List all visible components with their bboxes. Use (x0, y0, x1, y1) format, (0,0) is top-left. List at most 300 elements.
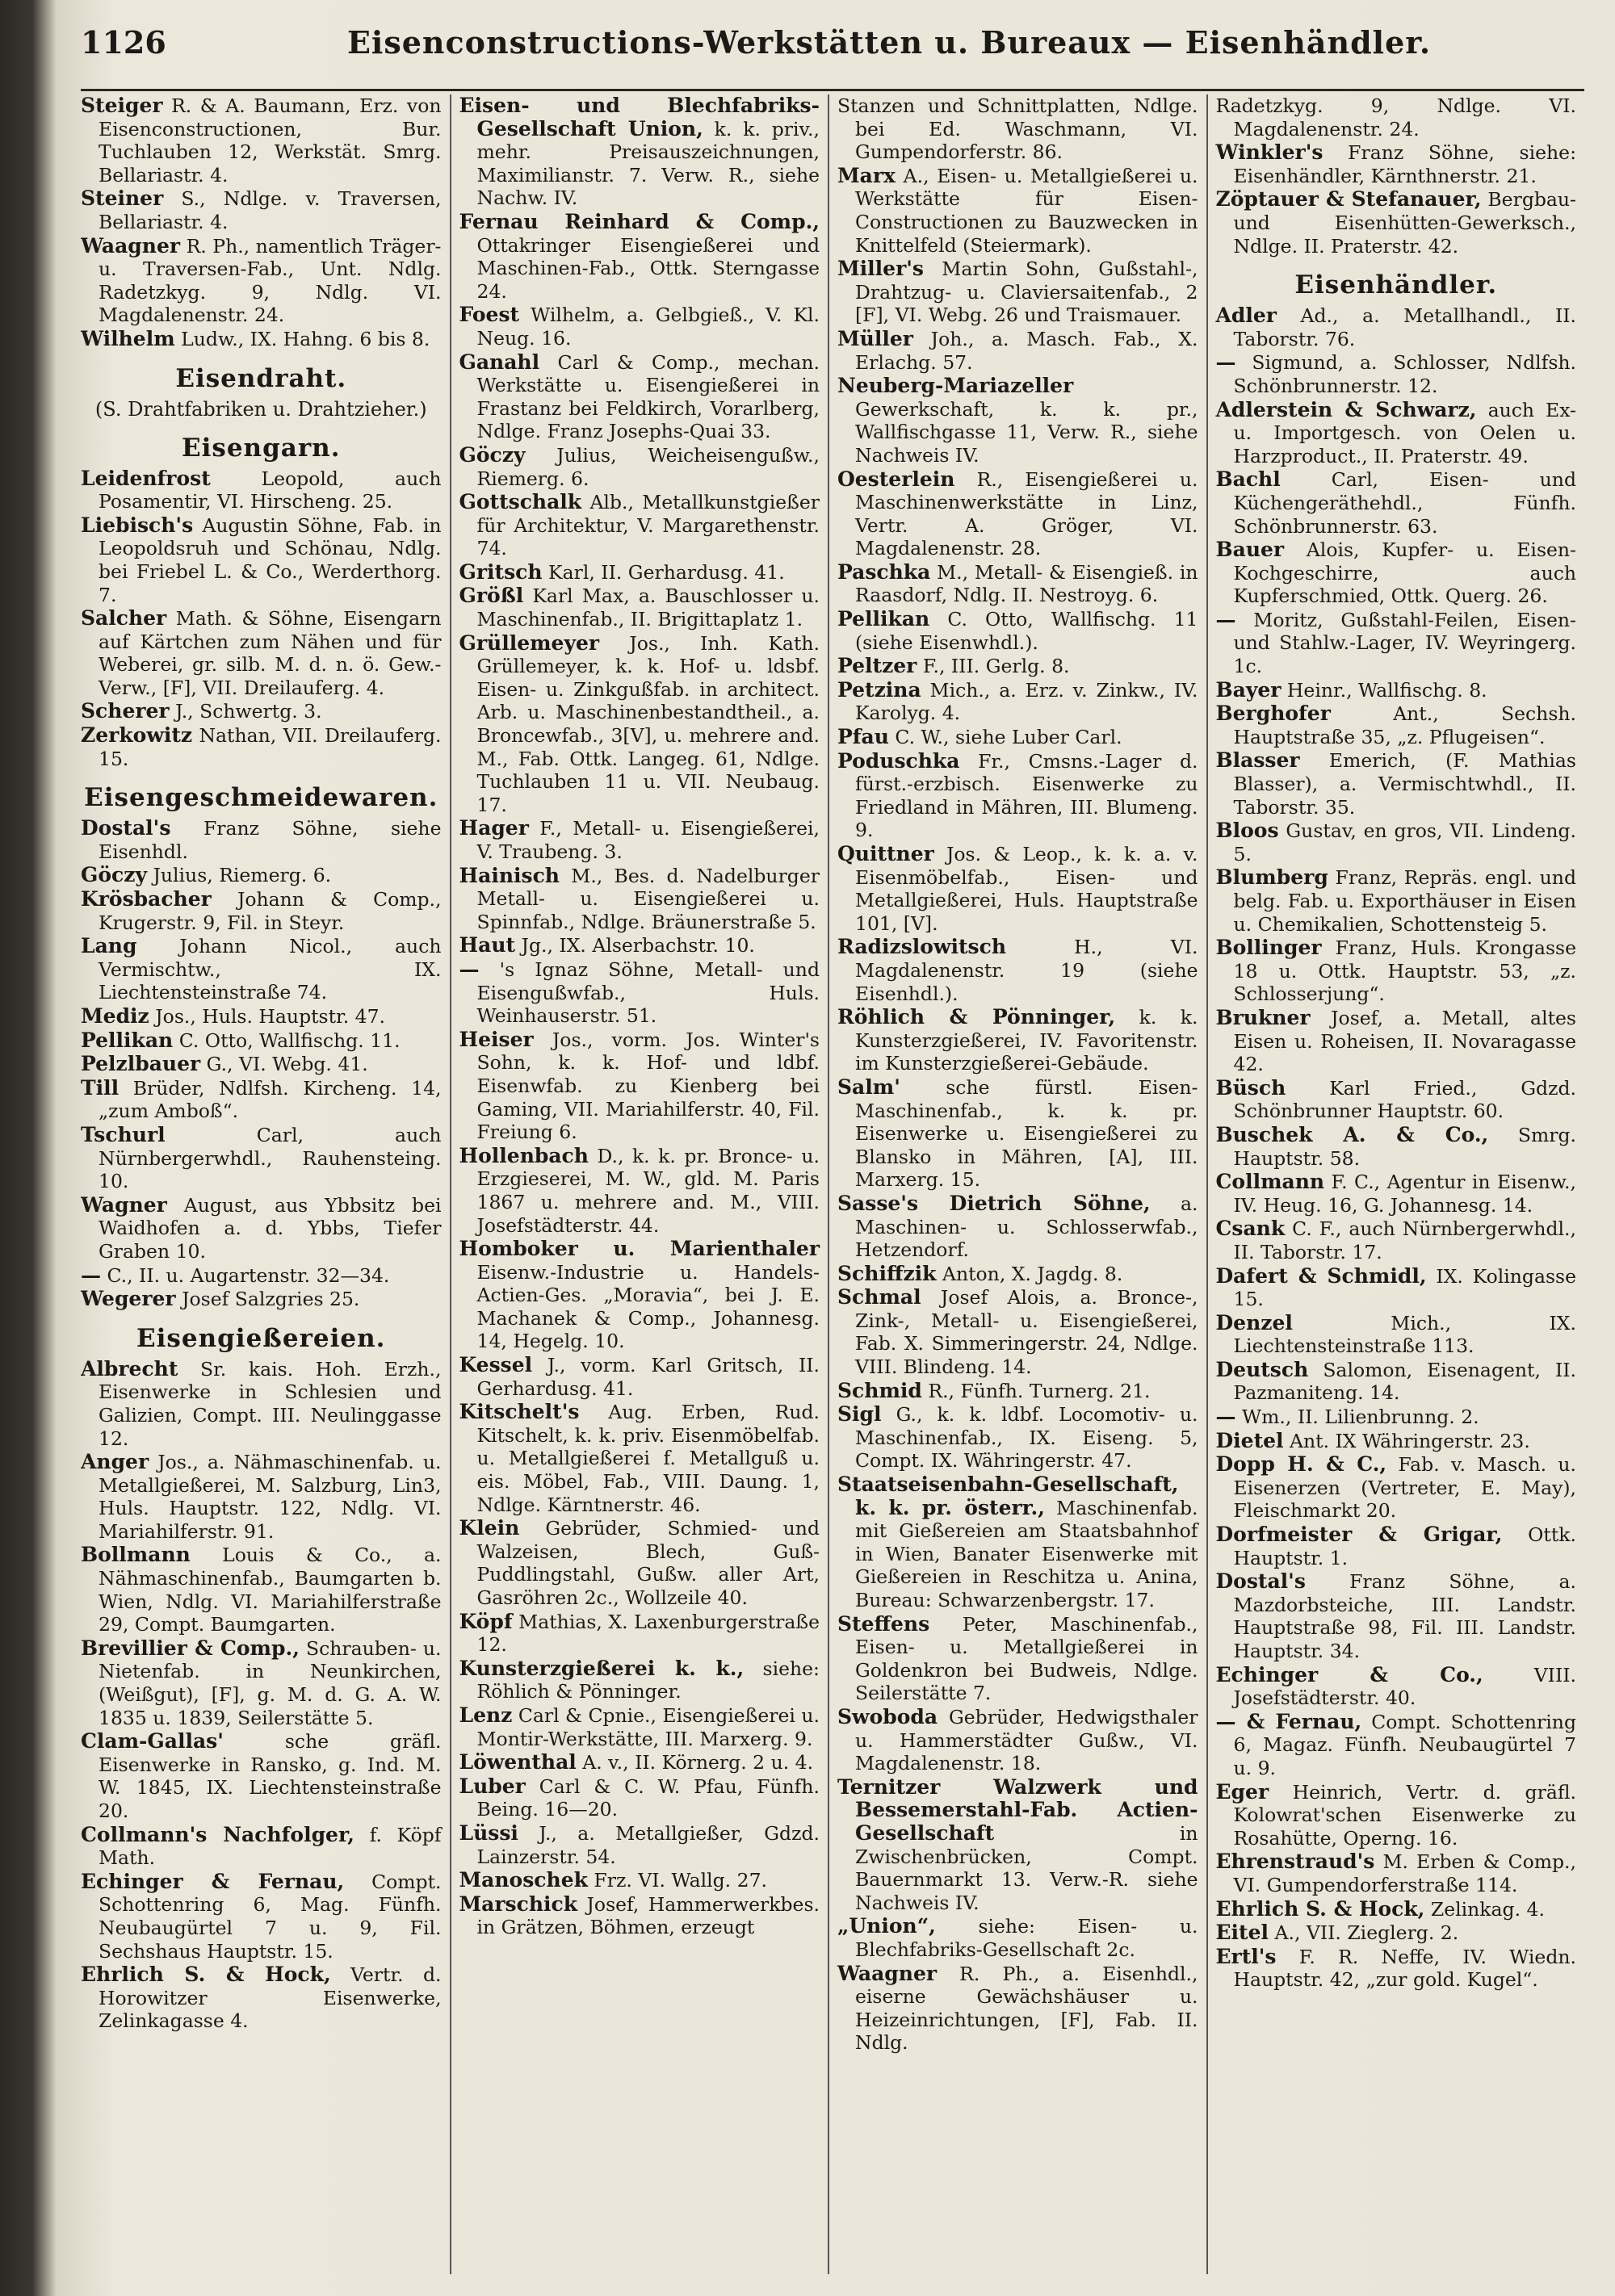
entry-name: Eger (1215, 1779, 1269, 1804)
directory-entry (1216, 304, 1577, 350)
entry-details: Jg., IX. Alserbachstr. 10. (521, 934, 755, 957)
directory-entry (1216, 538, 1577, 608)
directory-entry (81, 1358, 442, 1450)
section-heading: Eisengießereien. (136, 1323, 386, 1353)
entry-details: Carl & Comp., mechan. Werkstätte u. Eisengießerei in Frastanz bei Feldkirch, Vorarlberg, Ndlge. Franz Josephs-Quai 33. (476, 350, 820, 443)
entry-details: F., Metall- u. Eisengießerei, V. Traubeng. 3. (476, 817, 820, 863)
entry-details: Carl, Eisen- und Küchengeräthehdl., Fünfh. Schönbrunnerstr. 63. (1233, 468, 1576, 538)
directory-entry (459, 1775, 820, 1821)
entry-details: Maschinenfab. mit Gießereien am Staatsbahnhof in Wien, Banater Eisenwerke mit Gießereien in Reschitza u. Anina, Bureau: Schwarzenbergstr. 17. (855, 1496, 1198, 1611)
directory-entry (81, 607, 442, 699)
section-note: (S. Drahtfabriken u. Drahtzieher.) (94, 397, 427, 421)
entry-details: Peter, Maschinenfab., Eisen- u. Metallgießerei in Goldenkron bei Budweis, Ndlge. Seilerstätte 7. (855, 1612, 1198, 1705)
entry-name: Lüssi (459, 1820, 518, 1845)
entry-details: Alb., Metallkunstgießer für Architektur, V. Margarethenstr. 74. (476, 491, 820, 560)
entry-name: Hollenbach (459, 1143, 589, 1167)
directory-entry (81, 1053, 442, 1076)
entry-details: Smrg. Hauptstr. 58. (1233, 1123, 1576, 1170)
entry-name: Wagner (81, 1192, 167, 1217)
entry-name: Lang (81, 934, 137, 958)
entry-details: Heinr., Wallfischg. 8. (1286, 678, 1487, 702)
entry-details: Ludw., IX. Hahng. 6 bis 8. (181, 327, 430, 350)
entry-details: Fr., Cmsns.-Lager d. fürst.-erzbisch. Eisenwerke zu Friedland in Mähren, III. Blumeng. 9. (855, 749, 1198, 842)
entry-details: Salomon, Eisenagent, II. Pazmaniteng. 14. (1233, 1358, 1576, 1405)
entry-details: Julius, Weicheisengußw., Riemerg. 6. (476, 443, 820, 490)
directory-entry (837, 165, 1198, 257)
entry-name: „Union“, (837, 1914, 936, 1938)
directory-entry (459, 1145, 820, 1237)
entry-details: Louis & Co., a. Nähmaschinenfab., Baumgarten b. Wien, Ndlg. VI. Mariahilferstraße 29, Compt. Baumgarten. (99, 1544, 442, 1636)
entry-details: S., Ndlge. v. Traversen, Bellariastr. 4. (99, 187, 442, 233)
entry-name: Liebisch's (81, 513, 194, 537)
entry-name: Krösbacher (81, 887, 212, 911)
entry-details: Frz. VI. Wallg. 27. (594, 1869, 767, 1892)
entry-details: Karl Fried., Gdzd. Schönbrunner Hauptstr. 60. (1233, 1076, 1576, 1123)
entry-name: Dorfmeister & Grigar, (1215, 1523, 1503, 1547)
entry-details: Josef, Hammerwerkbes. in Grätzen, Böhmen, erzeugt (476, 1892, 820, 1939)
entry-name: Blasser (1215, 748, 1300, 773)
entry-name: — (81, 1263, 101, 1287)
entry-name: Haut (459, 933, 516, 957)
entry-name: — (459, 957, 480, 981)
entry-name: — (1215, 607, 1236, 631)
entry-details: Jos., vorm. Jos. Winter's Sohn, k. k. Hof- und ldbf. Eisenwfab. zu Kienberg bei Gaming, VII. Mariahilferstr. 40, Fil. Freiung 6. (476, 1028, 820, 1144)
entry-details: auch Ex- u. Importgesch. von Oelen u. Harzproduct., II. Praterstr. 49. (1233, 398, 1576, 467)
entry-details: Jos., a. Nähmaschinenfab. u. Metallgießerei, M. Salzburg, Lin3, Huls. Hauptstr. 122, Ndlg. VI. Mariahilferstr. 91. (99, 1451, 442, 1543)
entry-details: A., VII. Zieglerg. 2. (1274, 1921, 1459, 1945)
entry-details: k. k. priv., mehr. Preisauszeichnungen, Maximilianstr. 7. Verw. R., siehe Nachw. IV. (476, 117, 820, 210)
entry-details: VIII. Josefstädterstr. 40. (1233, 1663, 1576, 1710)
entry-details: Bergbau- und Eisenhütten-Gewerksch., Ndlge. II. Praterstr. 42. (1233, 188, 1576, 258)
directory-entry (81, 724, 442, 770)
directory-entry (459, 491, 820, 560)
directory-entry (1216, 94, 1577, 140)
entry-details: A., Eisen- u. Metallgießerei u. Werkstätte für Eisen-Constructionen zu Bauzwecken in Knittelfeld (Steiermark). (855, 164, 1198, 257)
entry-name: Wegerer (81, 1287, 176, 1311)
entry-details: H., VI. Magdalenenstr. 19 (siehe Eisenhdl.). (855, 936, 1198, 1005)
directory-entry (837, 1915, 1198, 1961)
directory-entry (837, 1963, 1198, 2055)
entry-details: Sigmund, a. Schlosser, Ndlfsh. Schönbrunnerstr. 12. (1233, 351, 1576, 397)
directory-entry (81, 1544, 442, 1636)
entry-details: Franz Söhne, siehe Eisenhdl. (99, 817, 442, 863)
entry-name: Neuberg-Mariazeller (837, 374, 1074, 398)
entry-details: Jos., Inh. Kath. Grüllemeyer, k. k. Hof- u. ldsbf. Eisen- u. Zinkgußfab. in architect. Arb. u. Maschinenbestandtheil., a. Broncewfab., 3[V], u. mehrere and. M., Fab. Ottk. Langeg. 61, Ndlge. Tuchlauben 11 u. VII. Neubaug. 17. (476, 631, 820, 816)
directory-entry (81, 328, 442, 351)
directory-entry (459, 1401, 820, 1516)
entry-details: Compt. Schottenring 6, Magaz. Fünfh. Neubaugürtel 7 u. 9. (1233, 1710, 1576, 1779)
entry-details: Zelinkag. 4. (1430, 1897, 1545, 1921)
entry-name: Göczy (459, 442, 526, 467)
entry-name: Tschurl (81, 1122, 166, 1146)
entry-name: Homboker u. Marienthaler (459, 1237, 820, 1261)
directory-entry (81, 1871, 442, 1963)
entry-details: C. F., auch Nürnbergerwhdl., II. Taborstr. 17. (1233, 1217, 1576, 1263)
directory-entry (459, 1822, 820, 1868)
directory-entry (81, 935, 442, 1004)
entry-name: Kessel (459, 1353, 533, 1377)
entry-details: R., Eisengießerei u. Maschinenwerkstätte in Linz, Vertr. A. Gröger, VI. Magdalenenstr. 28. (855, 467, 1198, 560)
entry-name: Schmal (837, 1285, 921, 1309)
entry-name: Deutsch (1215, 1357, 1309, 1381)
directory-entry (81, 1194, 442, 1263)
entry-name: Collmann's Nachfolger, (81, 1822, 355, 1846)
directory-entry (459, 958, 820, 1028)
entry-name: Sasse's Dietrich Söhne, (837, 1191, 1151, 1215)
directory-entry (81, 94, 442, 186)
directory-entry (1216, 1711, 1577, 1780)
directory-entry (1216, 609, 1577, 678)
directory-entry (837, 655, 1198, 678)
entry-details: Wilhelm, a. Gelbgieß., V. Kl. Neug. 16. (476, 304, 820, 350)
entry-name: Bayer (1215, 677, 1282, 702)
entry-name: Denzel (1215, 1310, 1293, 1334)
directory-entry (81, 1029, 442, 1053)
directory-entry (81, 1264, 442, 1288)
entry-name: Steiger (81, 94, 163, 117)
directory-entry (1216, 1946, 1577, 1992)
directory-entry (81, 514, 442, 606)
entry-details: f. Köpf Math. (99, 1823, 442, 1870)
directory-entry (81, 467, 442, 513)
directory-entry (1216, 1217, 1577, 1263)
entry-name: Pelzlbauer (81, 1052, 201, 1076)
entry-name: Winkler's (1215, 140, 1323, 165)
entry-details: Leopold, auch Posamentir, VI. Hirscheng. 25. (99, 467, 442, 513)
entry-name: Kunsterzgießerei k. k., (459, 1656, 745, 1680)
directory-entry (1216, 399, 1577, 468)
entry-details: J., vorm. Karl Gritsch, II. Gerhardusg. 41. (476, 1354, 820, 1400)
entry-details: C., II. u. Augartenstr. 32—34. (107, 1263, 390, 1287)
entry-details: Alois, Kupfer- u. Eisen-Kochgeschirre, auch Kupferschmied, Ottk. Querg. 26. (1233, 538, 1576, 608)
page-header (81, 24, 1584, 91)
directory-entry (1216, 1453, 1577, 1523)
entry-name: Röhlich & Pönninger, (837, 1005, 1116, 1029)
entry-details: Stanzen und Schnittplatten, Ndlge. bei Ed. Waschmann, VI. Gumpendorferstr. 86. (837, 94, 1198, 164)
entry-details: Heinrich, Vertr. d. gräfl. Kolowrat'schen Eisenwerke zu Rosahütte, Operng. 16. (1233, 1780, 1576, 1850)
directory-entry (1216, 1430, 1577, 1453)
directory-entry (81, 700, 442, 723)
entry-name: Brukner (1215, 1005, 1311, 1029)
directory-entry (1216, 1124, 1577, 1170)
entry-name: — & Fernau, (1215, 1709, 1362, 1733)
entry-details: Ottk. Hauptstr. 1. (1233, 1523, 1576, 1569)
entry-details: M., Metall- & Eisengieß. in Raasdorf, Ndlg. II. Nestroyg. 6. (855, 560, 1198, 607)
directory-entry (1216, 1570, 1577, 1662)
directory-entry (81, 1730, 442, 1822)
entry-details: Joh., a. Masch. Fab., X. Erlachg. 57. (855, 327, 1198, 374)
entry-details: Ant. IX Währingerstr. 23. (1290, 1429, 1530, 1452)
entry-name: Heiser (459, 1027, 534, 1051)
entry-details: sche fürstl. Eisen-Maschinenfab., k. k. pr. Eisenwerke u. Eisengießerei zu Blansko in Mähren, [A], III. Marxerg. 15. (855, 1075, 1198, 1192)
entry-details: G., k. k. ldbf. Locomotiv- u. Maschinenfab., IX. Eiseng. 5, Compt. IX. Währingerstr. 47. (855, 1403, 1198, 1473)
directory-entry (837, 1776, 1198, 1915)
entry-name: Klein (459, 1516, 520, 1540)
directory-entry (837, 1706, 1198, 1775)
entry-name: — (1215, 350, 1236, 375)
directory-entry (81, 1963, 442, 2033)
entry-name: Löwenthal (459, 1750, 577, 1774)
entry-details: Mich., a. Erz. v. Zinkw., IV. Karolyg. 4. (855, 678, 1198, 725)
directory-entry (837, 561, 1198, 607)
entry-details: Wm., II. Lilienbrunng. 2. (1241, 1406, 1479, 1429)
directory-entry (459, 561, 820, 584)
directory-entry (837, 608, 1198, 654)
entry-name: Fernau Reinhard & Comp., (459, 209, 820, 233)
directory-entry (1216, 1523, 1577, 1569)
entry-name: Ternitzer Walzwerk und Bessemerstahl-Fab. Actien-Gesellschaft (837, 1774, 1198, 1845)
entry-details: C. Otto, Wallfischg. 11 (siehe Eisenwhdl.). (855, 608, 1198, 654)
entry-details: Ottakringer Eisengießerei und Maschinen-Fab., Ottk. Sterngasse 24. (476, 233, 820, 303)
directory-entry (1216, 141, 1577, 187)
entry-details: IX. Kolingasse 15. (1233, 1264, 1576, 1311)
entry-details: Schrauben- u. Nietenfab. in Neunkirchen, (Weißgut), [F], g. M. d. G. A. W. 1835 u. 1839, Seilerstätte 5. (99, 1636, 442, 1729)
section-heading: Eisengeschmeidewaren. (84, 783, 438, 813)
directory-entry (837, 1263, 1198, 1286)
entry-name: Scherer (81, 699, 170, 723)
directory-entry (837, 1286, 1198, 1378)
directory-entry (1216, 351, 1577, 397)
entry-name: Anger (81, 1450, 149, 1474)
entry-name: Salm' (837, 1075, 900, 1099)
entry-details: Martin Sohn, Gußstahl-, Drahtzug- u. Claviersaitenfab., 2 [F], VI. Webg. 26 und Traismauer. (855, 258, 1198, 327)
entry-name: Steffens (837, 1611, 930, 1636)
entry-details: Johann & Comp., Krugerstr. 9, Fil. in Steyr. (99, 888, 442, 934)
entry-details: F. R. Neffe, IV. Wiedn. Hauptstr. 42, „zur gold. Kugel“. (1233, 1945, 1576, 1992)
directory-entry (837, 726, 1198, 749)
entry-details: C. Otto, Wallfischg. 11. (178, 1029, 401, 1052)
entry-name: Eisen- und Blechfabriks-Gesellschaft Union, (459, 94, 820, 140)
entry-name: Zerkowitz (81, 723, 193, 748)
entry-name: Gritsch (459, 559, 543, 584)
column-1 (81, 94, 450, 2274)
directory-entry (459, 211, 820, 303)
entry-name: Poduschka (837, 748, 960, 773)
directory-entry (837, 936, 1198, 1005)
directory-entry (837, 843, 1198, 935)
column-2 (450, 94, 828, 2274)
directory-entry (1216, 1312, 1577, 1358)
directory-entry (459, 584, 820, 631)
entry-details: Franz Söhne, siehe: Eisenhändler, Kärnthnerstr. 21. (1233, 141, 1576, 187)
entry-name: Dopp H. & C., (1215, 1452, 1387, 1477)
entry-name: Ehrenstraud's (1215, 1850, 1375, 1874)
entry-name: Albrecht (81, 1356, 178, 1381)
directory-entry (459, 934, 820, 957)
entry-details: M., Bes. d. Nadelburger Metall- u. Eisengießerei u. Spinnfab., Ndlge. Bräunerstraße 5. (476, 864, 820, 933)
entry-details: Sr. kais. Hoh. Erzh., Eisenwerke in Schlesien und Galizien, Compt. III. Neulinggasse 12. (99, 1357, 442, 1450)
entry-name: Ertl's (1215, 1944, 1277, 1968)
entry-name: Sigl (837, 1402, 882, 1427)
entry-name: Collmann (1215, 1170, 1325, 1194)
directory-entry (459, 817, 820, 863)
directory-entry (837, 1006, 1198, 1075)
entry-details: Math. & Söhne, Eisengarn auf Kärtchen zum Nähen und für Weberei, gr. silb. M. d. n. ö. Gew.-Verw., [F], VII. Dreilauferg. 4. (99, 607, 442, 699)
directory-entry (1216, 1007, 1577, 1076)
entry-details: Augustin Söhne, Fab. in Leopoldsruh und Schönau, Ndlg. bei Friebel L. & Co., Werderthorg. 7. (99, 513, 442, 606)
directory-entry (459, 444, 820, 490)
entry-details: Anton, X. Jagdg. 8. (942, 1262, 1123, 1285)
entry-details: k. k. Kunsterzgießerei, IV. Favoritenstr. im Kunsterzgießerei-Gebäude. (855, 1006, 1198, 1075)
entry-details: Josef Salzgries 25. (182, 1288, 360, 1311)
entry-name: Miller's (837, 257, 924, 281)
directory-entry (81, 1124, 442, 1193)
entry-name: Oesterlein (837, 467, 955, 491)
column-3 (828, 94, 1206, 2274)
entry-name: Csank (1215, 1217, 1286, 1241)
entry-details: 's Ignaz Söhne, Metall- und Eisengußwfab., Huls. Weinhauserstr. 51. (476, 957, 820, 1028)
directory-entry (459, 1751, 820, 1774)
entry-name: Pellikan (81, 1028, 174, 1052)
entry-details: Aug. Erben, Rud. Kitschelt, k. k. priv. Eisenmöbelfab. u. Metallgießerei f. Metallguß u. eis. Möbel, Fab., VIII. Daung. 1, Ndlge. Kärntnerstr. 46. (476, 1401, 820, 1516)
directory-entry (81, 888, 442, 934)
columns (81, 94, 1584, 2274)
column-4 (1206, 94, 1585, 2274)
entry-details: Gebrüder, Hedwigsthaler u. Hammerstädter Gußw., VI. Magdalenenstr. 18. (855, 1705, 1198, 1775)
entry-name: Echinger & Co., (1215, 1662, 1483, 1686)
entry-name: Swoboda (837, 1704, 938, 1728)
directory-entry (837, 679, 1198, 725)
directory-entry (1216, 1898, 1577, 1921)
entry-name: Echinger & Fernau, (81, 1869, 345, 1893)
entry-name: — (1215, 1405, 1236, 1429)
entry-details: G., VI. Webg. 41. (206, 1053, 368, 1076)
directory-entry (81, 1077, 442, 1123)
entry-details: Carl, auch Nürnbergerwhdl., Rauhensteing. 10. (99, 1123, 442, 1193)
directory-entry (459, 1893, 820, 1939)
entry-details: Franz, Huls. Krongasse 18 u. Ottk. Hauptstr. 53, „z. Schlosserjung“. (1233, 936, 1576, 1006)
directory-entry (459, 94, 820, 210)
entry-details: in Zwischenbrücken, Compt. Bauernmarkt 13. Verw.-R. siehe Nachweis IV. (855, 1821, 1198, 1914)
entry-details: J., Schwertg. 3. (175, 700, 322, 723)
entry-details: Johann Nicol., auch Vermischtw., IX. Liechtensteinstraße 74. (99, 935, 442, 1004)
entry-name: Pellikan (837, 607, 930, 631)
entry-details: siehe: Röhlich & Pönninger. (476, 1657, 820, 1703)
entry-name: Schiffzik (837, 1261, 937, 1285)
directory-entry (837, 1076, 1198, 1192)
entry-details: Vertr. d. Horowitzer Eisenwerke, Zelinkagasse 4. (99, 1963, 442, 2033)
entry-details: August, aus Ybbsitz bei Waidhofen a. d. Ybbs, Tiefer Graben 10. (99, 1193, 442, 1263)
entry-details: Julius, Riemerg. 6. (153, 864, 332, 887)
entry-name: Leidenfrost (81, 466, 211, 490)
entry-details: Emerich, (F. Mathias Blasser), a. Vermischtwhdl., II. Taborstr. 35. (1233, 749, 1576, 819)
entry-name: Eitel (1215, 1921, 1269, 1945)
directory-entry (1216, 1850, 1577, 1896)
directory-entry (1216, 468, 1577, 538)
directory-entry (81, 235, 442, 327)
entry-details: J., a. Metallgießer, Gdzd. Lainzerstr. 54. (476, 1821, 820, 1868)
directory-entry (459, 1354, 820, 1400)
directory-entry (837, 468, 1198, 560)
entry-name: Pfau (837, 725, 889, 749)
directory-entry (1216, 866, 1577, 936)
entry-name: Clam-Gallas' (81, 1729, 224, 1753)
entry-name: Petzina (837, 677, 921, 702)
entry-name: Steiner (81, 186, 164, 211)
section-heading: Eisenhändler. (1294, 270, 1498, 300)
entry-details: Carl & Cpnie., Eisengießerei u. Montir-Werkstätte, III. Marxerg. 9. (476, 1703, 820, 1750)
entry-name: Dietel (1215, 1428, 1284, 1452)
entry-name: Marschick (459, 1892, 578, 1916)
entry-name: Bauer (1215, 538, 1285, 562)
entry-name: Ehrlich S. & Hock, (81, 1963, 331, 1987)
entry-name: Quittner (837, 842, 934, 865)
directory-entry (1216, 679, 1577, 702)
entry-name: Schmid (837, 1378, 922, 1402)
entry-details: Karl, II. Gerhardusg. 41. (548, 560, 785, 584)
entry-name: Dostal's (81, 816, 171, 840)
entry-name: Köpf (459, 1609, 513, 1633)
entry-name: Salcher (81, 606, 167, 631)
entry-details: R. Ph., namentlich Träger- u. Traversen-Fab., Unt. Ndlg. Radetzkyg. 9, Ndlg. VI. Magdalenenstr. 24. (99, 234, 442, 327)
directory-entry (459, 1238, 820, 1353)
entry-details: A. v., II. Körnerg. 2 u. 4. (582, 1751, 814, 1774)
entry-details: Compt. Schottenring 6, Mag. Fünfh. Neubaugürtel 7 u. 9, Fil. Sechshaus Hauptstr. 15. (99, 1870, 442, 1963)
entry-name: Müller (837, 326, 913, 350)
entry-name: Buschek A. & Co., (1215, 1122, 1489, 1146)
entry-name: Grüllemeyer (459, 631, 600, 655)
section-heading: Eisendraht. (175, 363, 347, 393)
entry-name: Paschka (837, 559, 931, 584)
directory-entry (1216, 1921, 1577, 1945)
entry-details: Karl Max, a. Bauschlosser u. Maschinenfab., II. Brigittaplatz 1. (476, 584, 820, 631)
directory-entry (459, 304, 820, 350)
directory-entry (81, 1451, 442, 1543)
entry-details: Franz Söhne, a. Mazdorbsteiche, III. Landstr. Hauptstraße 98, Fil. III. Landstr. Hauptstr. 34. (1233, 1570, 1576, 1662)
directory-entry (837, 1473, 1198, 1612)
running-title: Eisenconstructions-Werkstätten u. Bureaux — Eisenhändler. (346, 24, 1432, 61)
entry-details: Carl & C. W. Pfau, Fünfh. Being. 16—20. (476, 1774, 820, 1821)
directory-entry (459, 632, 820, 817)
entry-name: Peltzer (837, 654, 917, 678)
entry-details: Gebrüder, Schmied- und Walzeisen, Blech, Guß-Puddlingstahl, Gußw. aller Art, Gasröhren 2c., Wollzeile 40. (476, 1517, 820, 1609)
directory-entry (459, 351, 820, 443)
entry-details: Fab. v. Masch. u. Eisenerzen (Vertreter, E. May), Fleischmarkt 20. (1233, 1453, 1576, 1523)
directory-entry (81, 187, 442, 233)
entry-name: Adlerstein & Schwarz, (1215, 397, 1477, 421)
entry-name: Bachl (1215, 467, 1281, 492)
entry-name: Waagner (837, 1961, 938, 1985)
directory-entry (81, 817, 442, 863)
entry-details: D., k. k. pr. Bronce- u. Erzgieserei, M. W., gld. M. Paris 1867 u. mehrere and. M., VIII. Josefstädterstr. 44. (476, 1144, 820, 1237)
entry-details: Moritz, Gußstahl-Feilen, Eisen- und Stahlw.-Lager, IV. Weyringerg. 1c. (1233, 608, 1576, 678)
directory-entry (81, 864, 442, 887)
directory-entry (81, 1005, 442, 1029)
entry-name: Staatseisenbahn-Gesellschaft, k. k. pr. österr., (837, 1473, 1179, 1519)
directory-entry (837, 328, 1198, 374)
entry-details: a. Maschinen- u. Schlosserwfab., Hetzendorf. (855, 1192, 1198, 1262)
page-number: 1126 (81, 24, 166, 61)
directory-entry (81, 1637, 442, 1729)
entry-name: Marx (837, 163, 896, 187)
entry-name: Adler (1215, 304, 1277, 328)
directory-entry (837, 1192, 1198, 1262)
entry-details: R. Ph., a. Eisenhdl., eiserne Gewächshäuser u. Heizeinrichtungen, [F], Fab. II. Ndlg. (855, 1962, 1198, 2055)
directory-entry (81, 1288, 442, 1311)
directory-entry (1216, 936, 1577, 1006)
directory-entry (1216, 749, 1577, 819)
directory-entry (1216, 1406, 1577, 1429)
entry-name: Lenz (459, 1703, 513, 1727)
entry-name: Ehrlich S. & Hock, (1215, 1896, 1425, 1921)
directory-entry (1216, 1664, 1577, 1710)
entry-name: Kitschelt's (459, 1400, 580, 1424)
entry-details: Ad., a. Metallhandl., II. Taborstr. 76. (1233, 304, 1576, 350)
entry-name: Göczy (81, 863, 147, 887)
entry-details: R., Fünfh. Turnerg. 21. (928, 1379, 1151, 1402)
directory-entry (1216, 819, 1577, 865)
directory-entry (1216, 702, 1577, 748)
